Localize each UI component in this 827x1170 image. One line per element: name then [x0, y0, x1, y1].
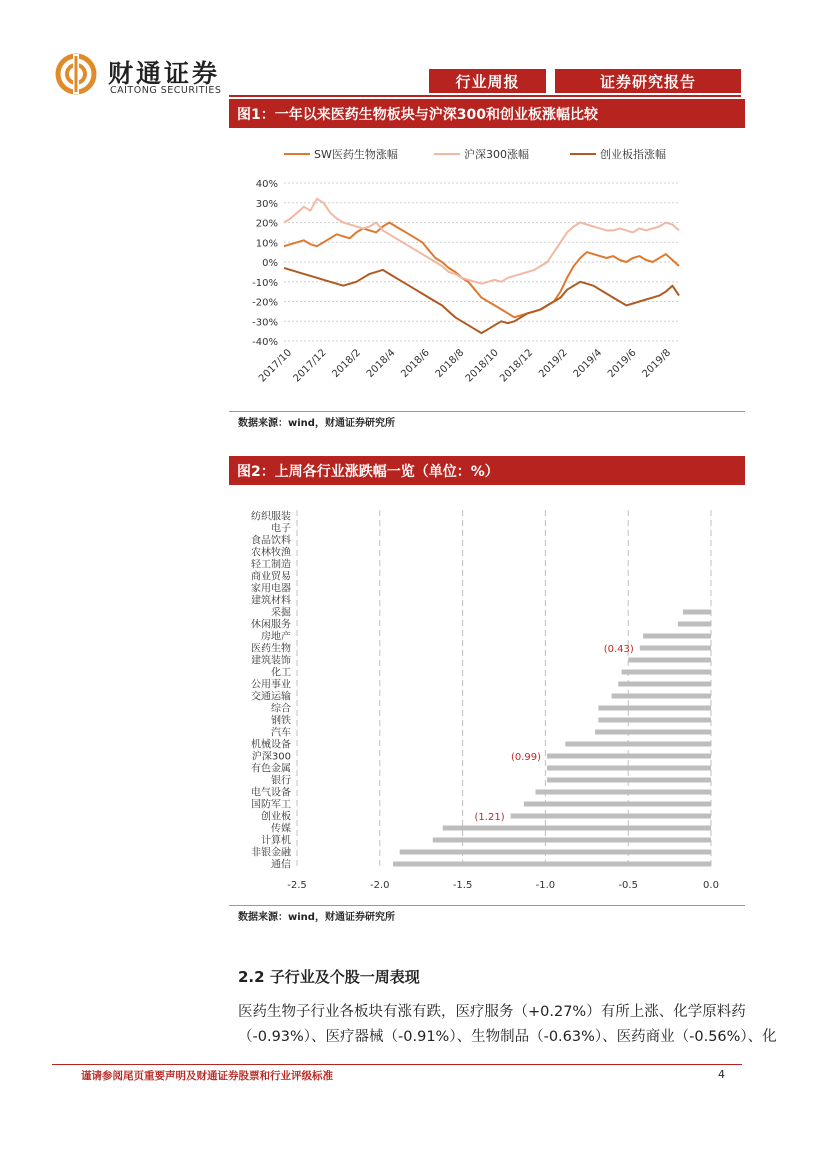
- bar: [595, 730, 711, 735]
- category-label: 公用事业: [251, 679, 291, 691]
- x-tick-label: 2017/10: [256, 347, 295, 385]
- x-tick-label: 2019/4: [571, 347, 605, 381]
- y-tick-label: -40%: [252, 337, 278, 348]
- category-label: 建筑装饰: [251, 655, 291, 667]
- bar: [683, 610, 711, 615]
- figure2-bottom-rule: [229, 905, 745, 906]
- legend-swatch: [434, 153, 460, 155]
- figure2-bar-chart: [229, 498, 745, 902]
- y-tick-label: 30%: [255, 198, 278, 210]
- bar: [678, 622, 711, 627]
- brand-name-cn: 财通证券: [108, 59, 221, 88]
- category-label: 国防军工: [251, 799, 291, 811]
- y-tick-label: 40%: [255, 179, 278, 190]
- category-label: 化工: [271, 667, 291, 679]
- bar: [433, 838, 711, 843]
- bar: [618, 682, 711, 687]
- category-label: 电子: [271, 523, 291, 535]
- x-tick-label: 2019/8: [640, 347, 674, 381]
- bar: [547, 754, 711, 759]
- legend-swatch: [570, 153, 596, 155]
- report-type-tab: 行业周报: [429, 69, 546, 93]
- x-tick-label: 2019/2: [537, 347, 570, 381]
- bar: [598, 718, 711, 723]
- category-label: 休闲服务: [251, 619, 291, 631]
- series-line: [284, 268, 679, 333]
- page-number: 4: [718, 1068, 725, 1081]
- bar: [612, 694, 711, 699]
- legend-item-hs300: [434, 146, 529, 162]
- category-label: 采掘: [271, 607, 291, 619]
- section-heading: 2.2 子行业及个股一周表现: [238, 968, 420, 986]
- bar: [443, 826, 711, 831]
- figure2-source: 数据来源：wind，财通证券研究所: [238, 912, 395, 923]
- bar: [598, 706, 711, 711]
- data-label: (1.21): [474, 812, 505, 823]
- y-tick-label: 10%: [255, 238, 278, 250]
- category-label: 汽车: [271, 727, 291, 739]
- category-label: 通信: [271, 859, 291, 871]
- legend-label: 沪深300涨幅: [464, 148, 529, 161]
- data-label: (0.99): [510, 752, 542, 763]
- category-label: 机械设备: [251, 739, 291, 751]
- header-divider: [229, 95, 741, 97]
- category-label: 交通运输: [251, 691, 291, 703]
- legend-label: 创业板指涨幅: [600, 148, 666, 161]
- x-tick-label: 2019/6: [606, 347, 639, 381]
- category-label: 有色金属: [251, 763, 291, 775]
- x-tick-label: 2018/12: [498, 347, 536, 385]
- legend-label: SW医药生物涨幅: [314, 148, 398, 161]
- figure1-line-chart: [229, 165, 745, 410]
- category-label: 商业贸易: [251, 571, 291, 583]
- y-tick-label: -10%: [252, 277, 278, 289]
- x-tick-label: -0.5: [618, 880, 638, 891]
- x-tick-label: 2018/4: [364, 347, 398, 381]
- figure1-bottom-rule: [229, 411, 745, 412]
- x-tick-label: 0.0: [703, 880, 719, 891]
- y-tick-label: -20%: [252, 297, 278, 309]
- x-tick-label: -1.5: [452, 880, 473, 891]
- x-tick-label: -2.5: [287, 880, 307, 891]
- category-label: 钢铁: [271, 715, 291, 727]
- y-tick-label: -30%: [252, 317, 278, 329]
- bar: [535, 790, 711, 795]
- bar: [547, 778, 711, 783]
- bar: [565, 742, 711, 747]
- x-tick-label: -2.0: [370, 880, 390, 891]
- figure1-source: 数据来源：wind，财通证券研究所: [238, 418, 395, 429]
- category-label: 建筑材料: [251, 595, 291, 607]
- legend-item-sw-pharma: [284, 146, 398, 162]
- footer-divider: [52, 1064, 742, 1065]
- category-label: 创业板: [261, 811, 291, 823]
- data-label: (0.43): [603, 644, 634, 655]
- bar: [628, 658, 711, 663]
- category-label: 沪深300: [251, 751, 291, 763]
- y-tick-label: 0%: [262, 258, 278, 269]
- x-tick-label: 2018/6: [399, 347, 432, 381]
- series-line: [284, 223, 679, 318]
- category-label: 农林牧渔: [251, 547, 291, 559]
- category-label: 计算机: [261, 835, 291, 847]
- body-paragraph-line: 医药生物子行业各板块有涨有跌，医疗服务（+0.27%）有所上涨、化学原料药: [238, 1004, 746, 1020]
- brand-name-en: CAITONG SECURITIES: [110, 85, 222, 96]
- category-label: 医药生物: [251, 643, 291, 655]
- category-label: 非银金融: [251, 847, 291, 859]
- bar: [640, 646, 711, 651]
- legend-item-chinext: [570, 146, 666, 162]
- x-tick-label: -1.0: [535, 880, 556, 891]
- category-label: 电气设备: [251, 787, 291, 799]
- caitong-logo-icon: [52, 52, 104, 96]
- category-label: 传媒: [271, 823, 291, 835]
- bar: [622, 670, 711, 675]
- body-paragraph-line: （-0.93%）、医疗器械（-0.91%）、生物制品（-0.63%）、医药商业（-0.56%）、化: [238, 1029, 777, 1045]
- x-tick-label: 2018/2: [330, 347, 364, 381]
- category-label: 银行: [271, 775, 291, 787]
- series-line: [284, 199, 679, 284]
- bar: [643, 634, 711, 639]
- footer-disclaimer: 谨请参阅尾页重要声明及财通证券股票和行业评级标准: [81, 1070, 333, 1082]
- category-label: 纺织服装: [251, 511, 291, 523]
- x-tick-label: 2018/8: [433, 347, 467, 381]
- bar: [393, 862, 711, 867]
- bar: [400, 850, 711, 855]
- x-tick-label: 2017/12: [291, 347, 329, 385]
- bar: [547, 766, 711, 771]
- category-label: 综合: [271, 703, 291, 715]
- category-label: 房地产: [261, 631, 291, 643]
- x-tick-label: 2018/10: [463, 347, 501, 385]
- figure1-title: 图1：一年以来医药生物板块与沪深300和创业板涨幅比较: [229, 99, 745, 128]
- category-label: 食品饮料: [251, 535, 291, 547]
- category-label: 轻工制造: [251, 559, 291, 571]
- category-label: 家用电器: [251, 583, 291, 595]
- report-category-tab: 证券研究报告: [555, 69, 741, 93]
- figure2-title: 图2：上周各行业涨跌幅一览（单位：%）: [229, 456, 745, 485]
- legend-swatch: [284, 153, 310, 155]
- bar: [524, 802, 711, 807]
- bar: [511, 814, 711, 819]
- y-tick-label: 20%: [255, 218, 278, 230]
